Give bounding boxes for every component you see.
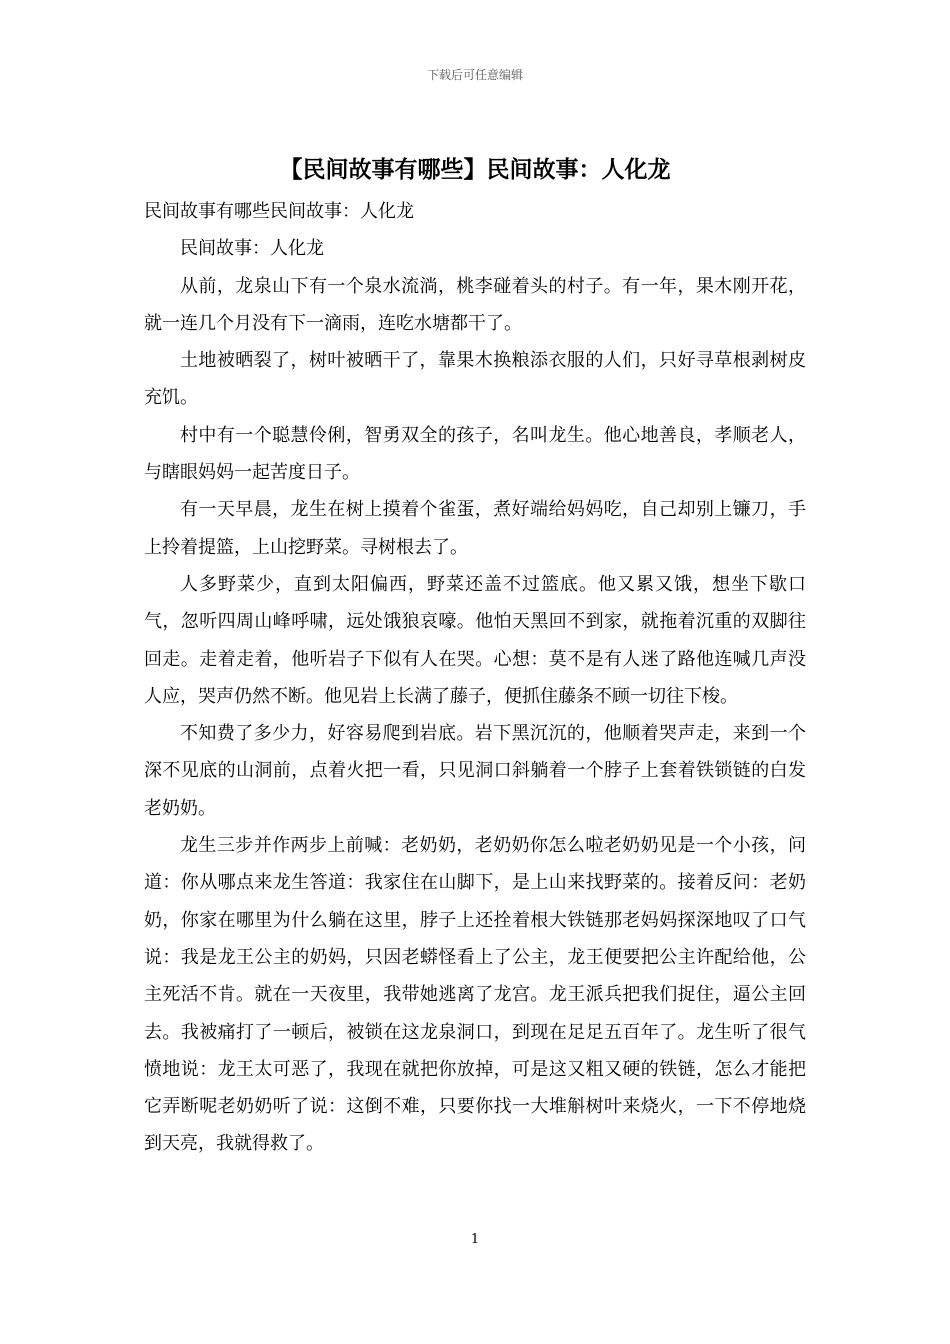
paragraph: 民间故事有哪些民间故事：人化龙	[144, 201, 414, 222]
paragraph: 人多野菜少，直到太阳偏西，野菜还盖不过篮底。他又累又饿，想坐下歇口气，忽听四周山峰呼啸，远处饿狼哀嚎。他怕天黑回不到家，就拖着沉重的双脚往回走。走着走着，他听岩子下似有人在哭。心想：莫不是有人迷了路他连喊几声没人应，哭声仍然不断。他见岩上长满了藤子，便抓住藤条不顾一切往下梭。	[144, 573, 806, 707]
paragraph: 龙生三步并作两步上前喊：老奶奶，老奶奶你怎么啦老奶奶见是一个小孩，问道：你从哪点来龙生答道：我家住在山脚下，是上山来找野菜的。接着反问：老奶奶，你家在哪里为什么躺在这里，脖子上还拴着根大铁链那老妈妈探深地叹了口气说：我是龙王公主的奶妈，只因老蟒怪看上了公主，龙王便要把公主许配给他，公主死活不肯。就在一天夜里，我带她逃离了龙宫。龙王派兵把我们捉住，逼公主回去。我被痛打了一顿后，被锁在这龙泉洞口，到现在足足五百年了。龙生听了很气愤地说：龙王太可恶了，我现在就把你放掉，可是这又粗又硬的铁链，怎么才能把它弄断呢老奶奶听了说：这倒不难，只要你找一大堆斛树叶来烧火，一下不停地烧到天亮，我就得救了。	[144, 835, 806, 1155]
document-title: 【民间故事有哪些】民间故事：人化龙	[279, 156, 671, 183]
paragraph: 从前，龙泉山下有一个泉水流淌，桃李碰着头的村子。有一年，果木刚开花，就一连几个月没有下一滴雨，连吃水塘都干了。	[144, 275, 806, 334]
document-body	[144, 193, 806, 1163]
paragraph: 不知费了多少力，好容易爬到岩底。岩下黑沉沉的，他顺着哭声走，来到一个深不见底的山洞前，点着火把一看，只见洞口斜躺着一个脖子上套着铁锁链的白发老奶奶。	[144, 723, 806, 819]
paragraph: 民间故事：人化龙	[180, 238, 324, 260]
page-number: 1	[470, 1232, 480, 1247]
paragraph: 村中有一个聪慧伶俐，智勇双全的孩子，名叫龙生。他心地善良，孝顺老人，与瞎眼妈妈一起苦度日子。	[144, 424, 806, 484]
paragraph: 有一天早晨，龙生在树上摸着个雀蛋，煮好端给妈妈吃，自己却别上镰刀，手上拎着提篮，上山挖野菜。寻树根去了。	[144, 499, 806, 558]
header-note: 下载后可任意编辑	[426, 68, 523, 82]
paragraph: 土地被晒裂了，树叶被晒干了，靠果木换粮添衣服的人们，只好寻草根剥树皮充饥。	[144, 350, 806, 409]
